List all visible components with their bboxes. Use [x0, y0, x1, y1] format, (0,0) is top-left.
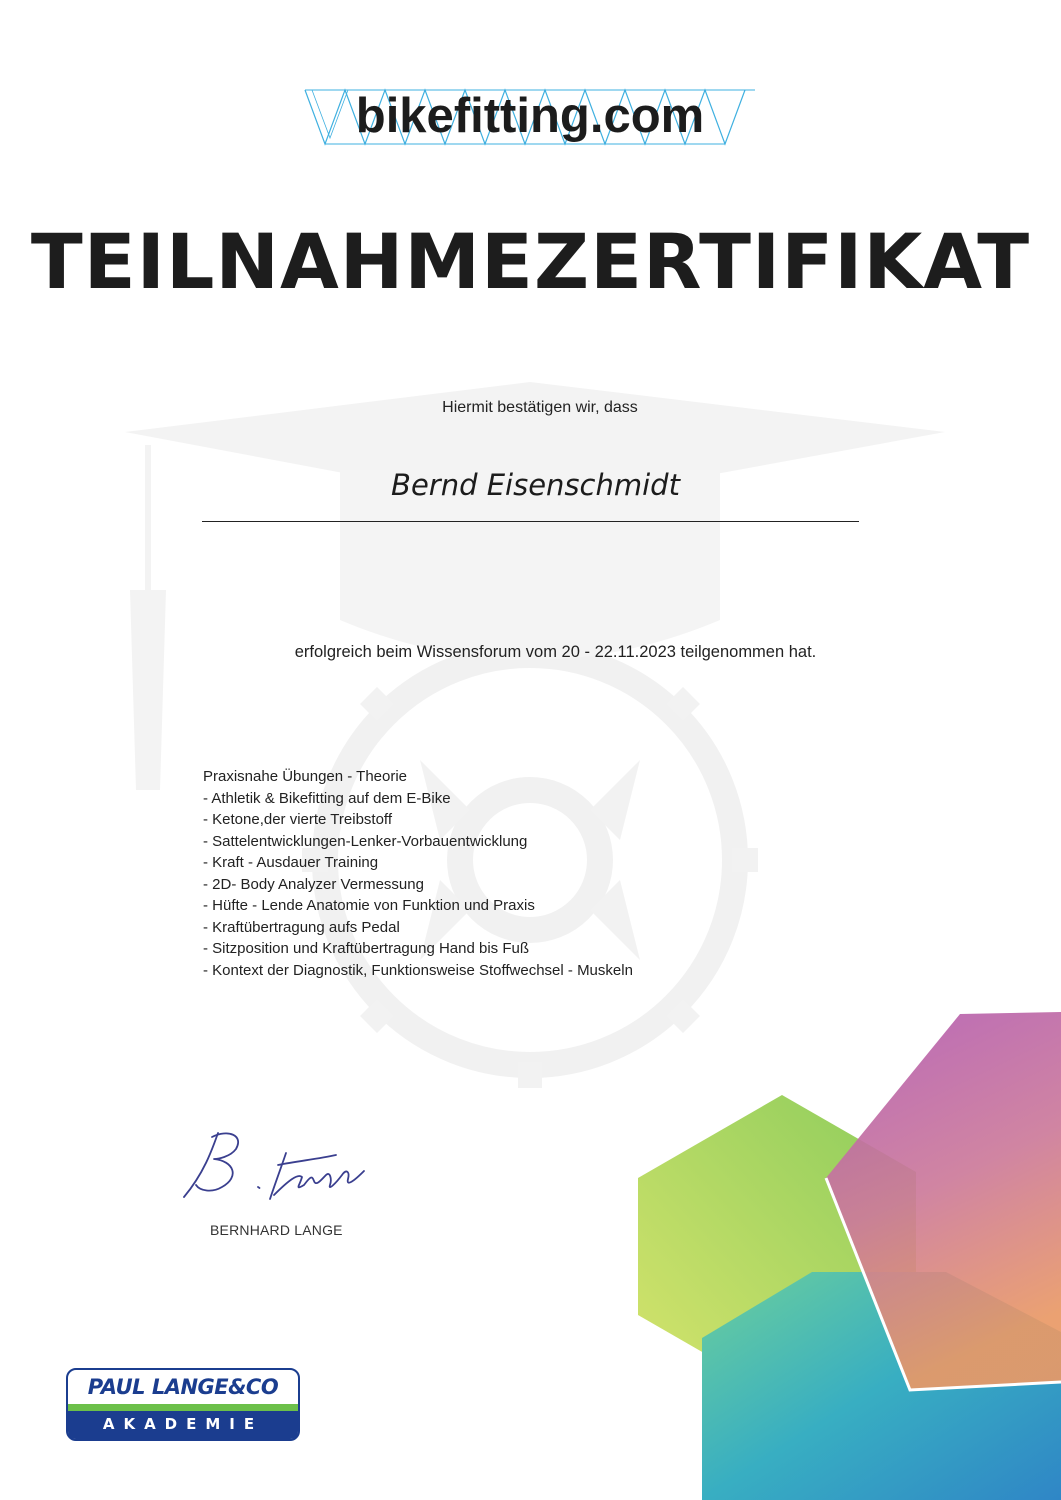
- topic-item: - Sitzposition und Kraftübertragung Hand bis Fuß: [203, 940, 530, 957]
- akademie-logo-top-text: PAUL LANGE&CO: [87, 1375, 279, 1399]
- confirmation-text: erfolgreich beim Wissensforum vom 20 - 22.11.2023 teilgenommen hat.: [294, 643, 817, 661]
- topics-heading: Praxisnahe Übungen - Theorie: [203, 768, 408, 785]
- recipient-name: Bernd Eisenschmidt: [391, 468, 680, 502]
- topic-item: - Kontext der Diagnostik, Funktionsweise Stoffwechsel - Muskeln: [203, 961, 633, 979]
- topic-item: - Ketone,der vierte Treibstoff: [203, 811, 392, 828]
- topic-item: - Hüfte - Lende Anatomie von Funktion und Praxis: [203, 897, 535, 914]
- certificate-title: TEILNAHMEZERTIFIKAT: [30, 217, 1031, 306]
- topic-item: - Kraft - Ausdauer Training: [203, 854, 379, 871]
- signer-name: BERNHARD LANGE: [210, 1222, 343, 1238]
- logo-text: bikefitting.com: [355, 89, 705, 143]
- topic-item: - Kraftübertragung aufs Pedal: [203, 918, 400, 936]
- intro-text: Hiermit bestätigen wir, dass: [442, 399, 638, 416]
- topic-item: - 2D- Body Analyzer Vermessung: [203, 875, 424, 893]
- topic-item: - Athletik & Bikefitting auf dem E-Bike: [203, 789, 451, 807]
- graduation-cap-icon: [125, 382, 945, 790]
- paul-lange-akademie-logo: [66, 1368, 300, 1441]
- decorative-hexagons: [630, 1010, 1061, 1500]
- name-underline: [202, 521, 859, 522]
- topic-item: - Sattelentwicklungen-Lenker-Vorbauentwicklung: [203, 832, 528, 850]
- bikefitting-logo: [300, 86, 760, 150]
- topics-list: [203, 766, 633, 981]
- akademie-logo-bottom-text: AKADEMIE: [102, 1415, 264, 1433]
- signature: [178, 1125, 378, 1205]
